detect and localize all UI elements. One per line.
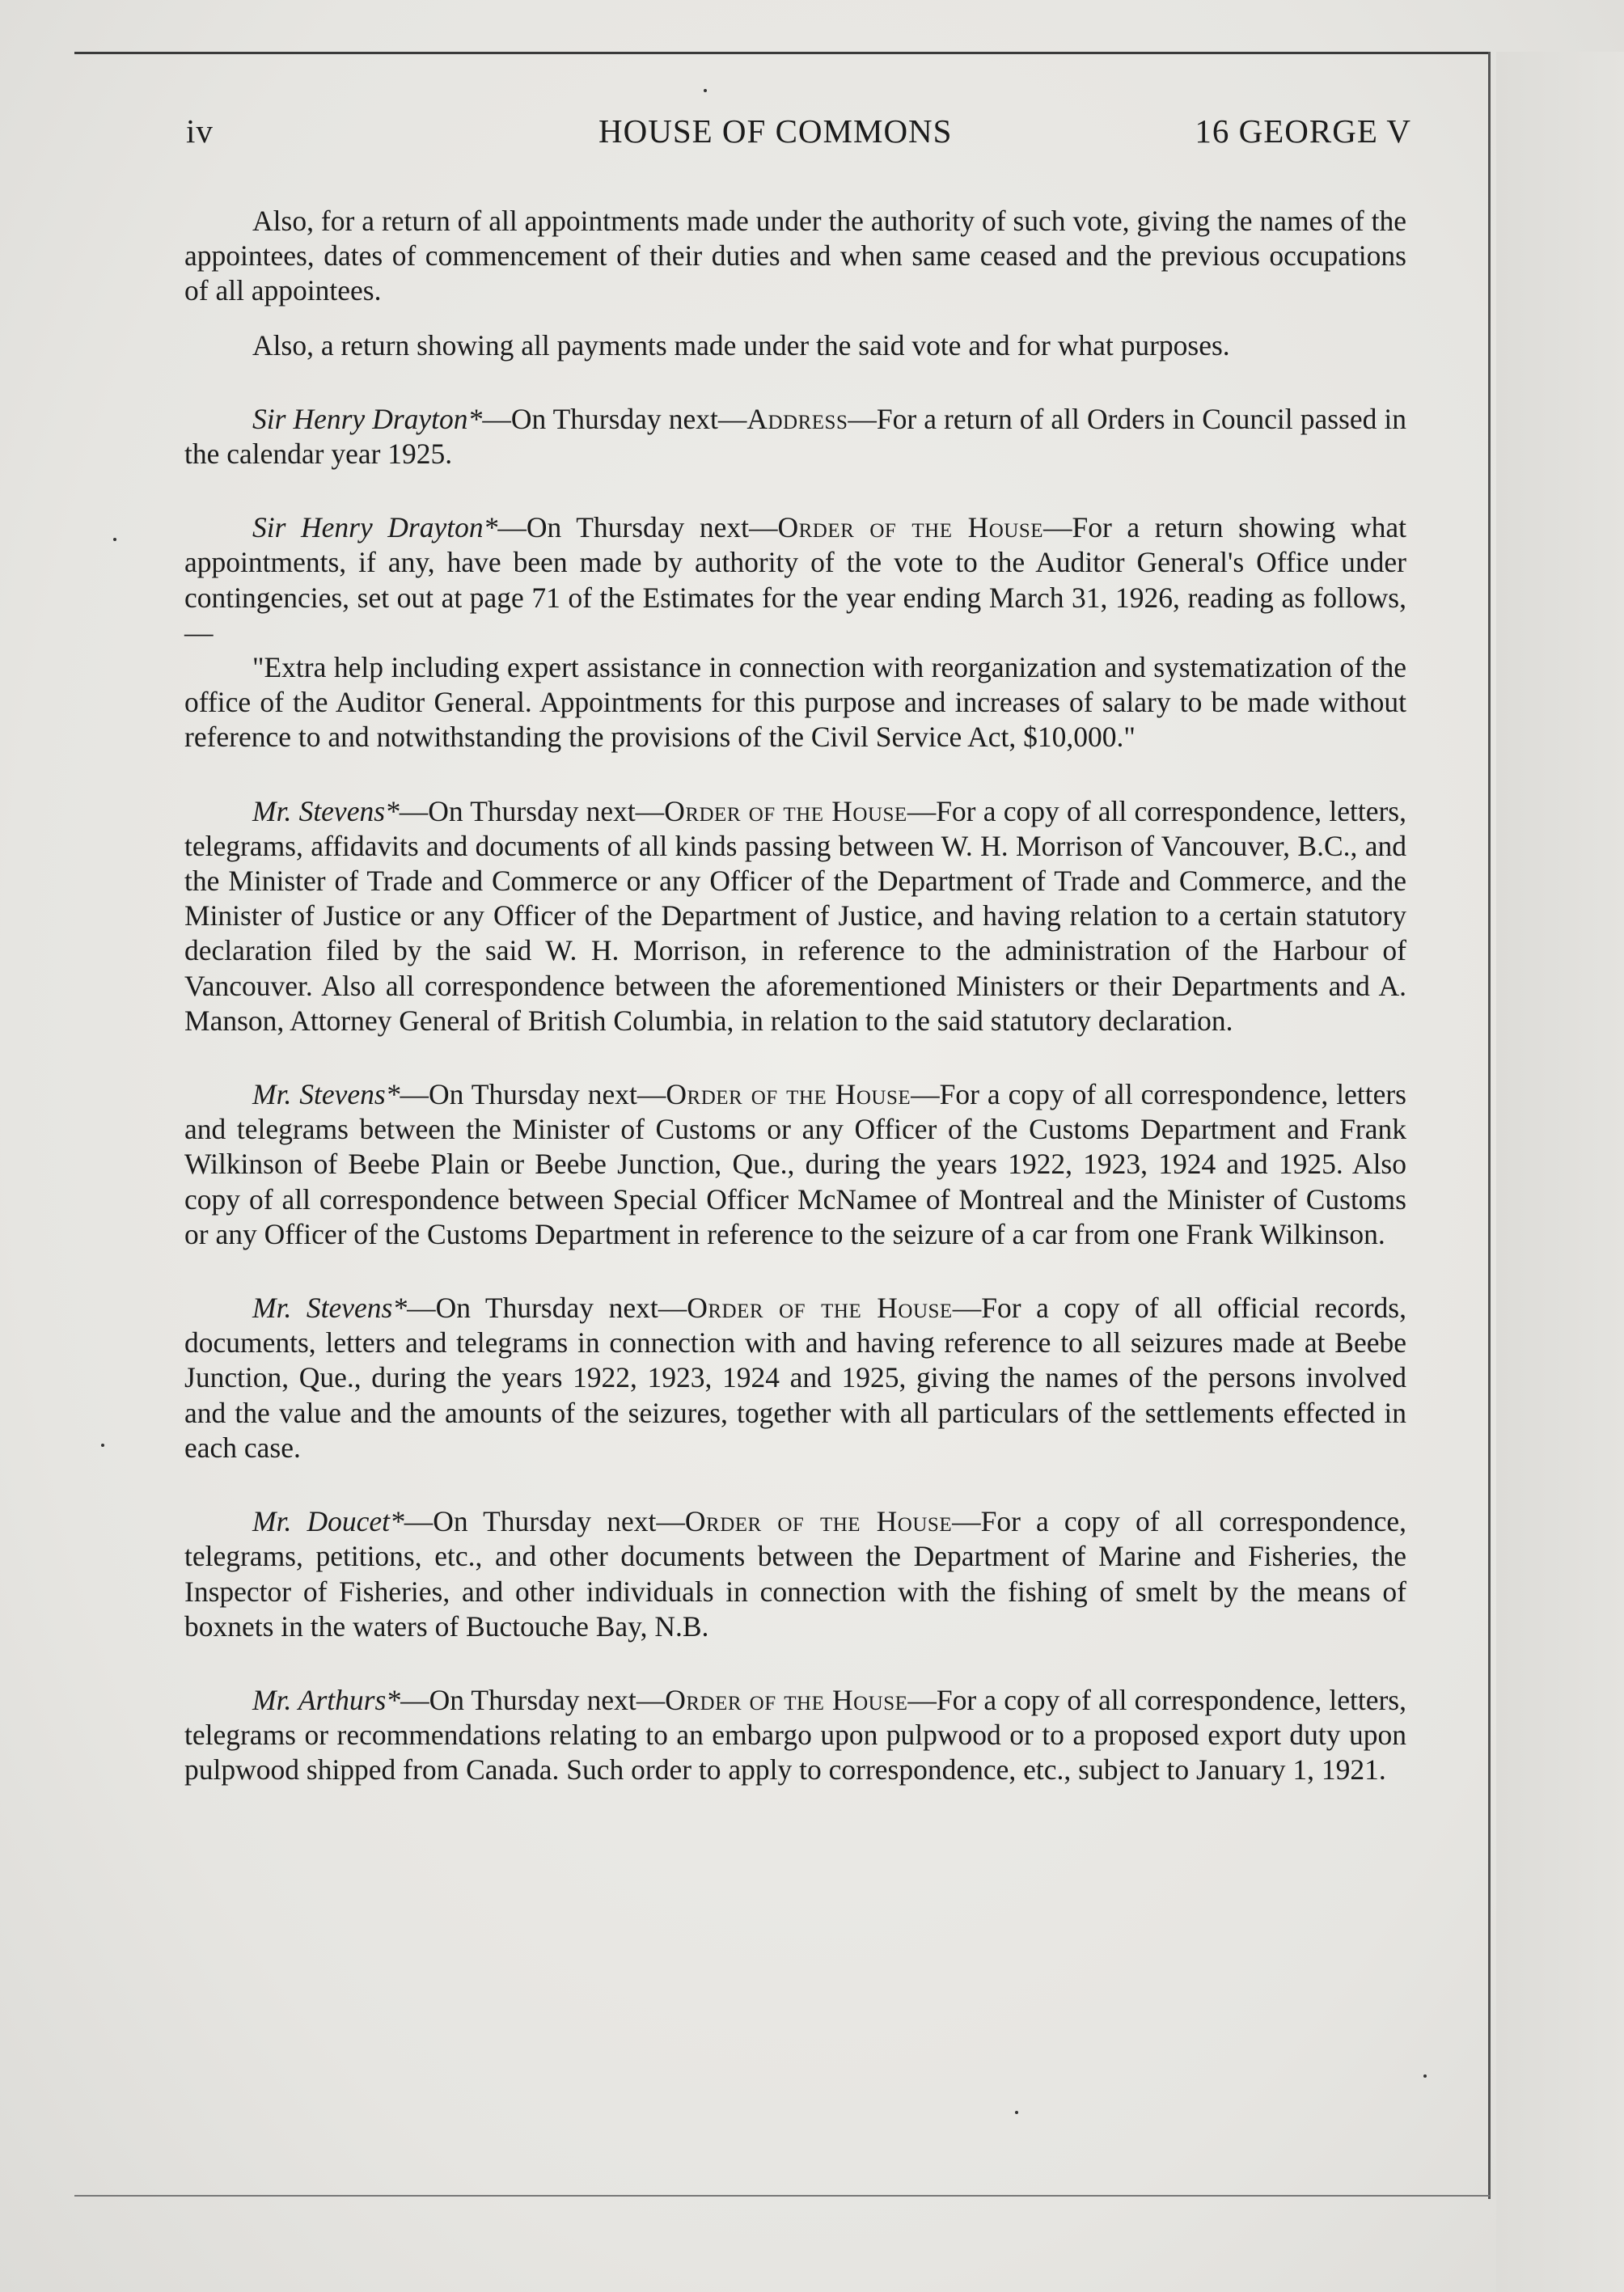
scan-speck [1423,2074,1427,2078]
mover-name: Mr. Stevens* [252,1078,400,1111]
notices-body [184,204,1406,1788]
page-number: iv [186,112,214,150]
mover-name: Mr. Stevens* [252,1292,408,1325]
motion-timing: —On Thursday next— [404,1505,685,1538]
motion-type: Order of the House [665,1683,908,1716]
motion-text: —For a copy of all official records, documents, letters and telegrams in connection with and having reference to all seizures made at Beebe Junction, Que., during the years 1922, 1923, 1924 and 1925, giving the names of the persons involved and the value and the amounts of the seizures, together with all particulars of the settlements effected in each case. [184,1292,1406,1464]
scan-speck [113,538,116,541]
notice-of-motion [184,1291,1406,1465]
motion-type: Order of the House [664,794,907,827]
notice-of-motion [184,794,1406,1038]
motion-timing: —On Thursday next— [482,402,747,435]
scan-speck [1015,2111,1018,2114]
page-title: HOUSE OF COMMONS [598,112,953,150]
entry-paragraph [184,204,1406,309]
entry-text: Also, for a return of all appointments made under the authority of such vote, giving the names of the appointees, dates of commencement of their duties and when same ceased and the previous occupations of all appointees. [184,205,1406,307]
motion-type: Address [746,402,848,435]
motion-timing: —On Thursday next— [399,794,665,827]
entry-paragraph [184,328,1406,363]
entry-text: Also, a return showing all payments made under the said vote and for what purposes. [252,328,1230,362]
top-rule [74,52,1490,54]
mover-name: Mr. Arthurs* [252,1683,401,1716]
motion-text: —For a copy of all correspondence, letters, telegrams or recommendations relating to an embargo upon pulpwood or to a proposed export duty upon pulpwood shipped from Canada. Such order to apply to correspondence, etc., subject to January 1, 1921. [184,1683,1406,1787]
motion-type: Order of the House [687,1292,953,1325]
motion-type: Order of the House [684,1505,953,1538]
mover-name: Sir Henry Drayton* [252,402,483,435]
notice-of-motion [184,1077,1406,1252]
running-header [186,112,1411,152]
motion-text: —For a return showing what appointments, if any, have been made by authority of the vote to the Auditor General's Office under contingencies, set out at page 71 of the Estimates for the year ending March 31, 1926, reading as follows,— [184,511,1406,649]
right-rule [1488,52,1491,2199]
motion-timing: —On Thursday next— [400,1683,666,1716]
motion-text: —For a copy of all correspondence, letters, telegrams, affidavits and documents of all kinds passing between W. H. Morrison of Vancouver, B.C., and the Minister of Trade and Commerce or any Officer of the Department of Trade and Commerce, and the Minister of Justice or any Officer of the Department of Justice, and having relation to a certain statutory declaration filed by the said W. H. Morrison, in reference to the administration of the Harbour of Vancouver. Also all correspondence between the aforementioned Ministers or their Departments and A. Manson, Attorney General of British Columbia, in relation to the said statutory declaration. [184,794,1406,1037]
quote-text: "Extra help including expert assistance in connection with reorganization and systematization of the office of the Auditor General. Appointments for this purpose and increases of salary to be made without reference to and notwithstanding the provisions of the Civil Service Act, $10,000." [184,651,1406,754]
notice-of-motion [184,402,1406,472]
notice-of-motion [184,1683,1406,1788]
page-margin-edge [1496,52,1624,2292]
motion-text: —For a copy of all correspondence, letters and telegrams between the Minister of Customs or any Officer of the Customs Department and Frank Wilkinson of Beebe Plain or Beebe Junction, Que., during the years 1922, 1923, 1924 and 1925. Also copy of all correspondence between Special Officer McNamee of Montreal and the Minister of Customs or any Officer of the Customs Department in reference to the seizure of a car from one Frank Wilkinson. [184,1078,1406,1250]
motion-type: Order of the House [777,511,1044,544]
motion-timing: —On Thursday next— [497,511,778,544]
mover-name: Mr. Doucet* [252,1505,404,1538]
bottom-rule [74,2195,1490,2197]
mover-name: Sir Henry Drayton* [252,511,498,544]
scan-speck [101,1444,104,1447]
motion-timing: —On Thursday next— [407,1292,687,1325]
motion-text: —For a copy of all correspondence, telegrams, petitions, etc., and other documents between the Department of Marine and Fisheries, the Inspector of Fisheries, and other individuals in connection with the fishing of smelt by the means of boxnets in the waters of Buctouche Bay, N.B. [184,1505,1406,1643]
regnal-year: 16 GEORGE V [1195,112,1411,150]
motion-type: Order of the House [666,1078,911,1111]
motion-text: —For a return of all Orders in Council passed in the calendar year 1925. [184,402,1406,471]
mover-name: Mr. Stevens* [252,794,400,827]
notice-of-motion [184,510,1406,650]
quoted-estimate [184,650,1406,755]
motion-timing: —On Thursday next— [400,1078,666,1111]
scan-speck [704,89,707,92]
notice-of-motion [184,1504,1406,1644]
